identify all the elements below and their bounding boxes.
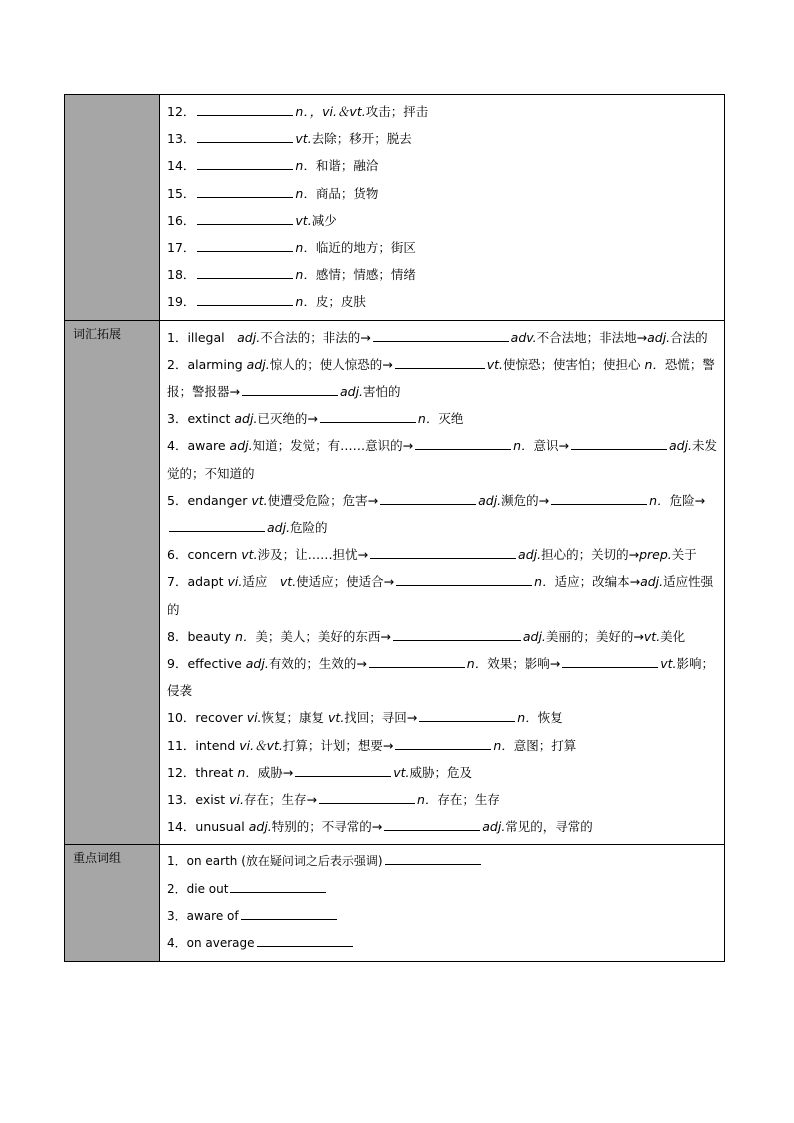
answer-blank[interactable] [197,101,293,116]
vocab-table [64,94,725,962]
answer-blank[interactable] [295,762,391,777]
list-item: 18． n．感情；情感；情绪 [167,261,718,288]
list-item: 12． n．，vi.＆vt.攻击；抨击 [167,98,718,125]
list-item: 15． n．商品；货物 [167,180,718,207]
answer-blank[interactable] [369,653,465,668]
section-expansion-row [65,320,725,845]
list-item: 3．extinct adj.已灭绝的→ n．灭绝 [167,405,718,432]
list-item: 6．concern vt.涉及；让……担忧→ adj.担心的；关切的→prep.关于 [167,541,718,568]
answer-blank[interactable] [241,905,337,920]
list-item: 5．endanger vt.使遭受危险；危害→ adj.濒危的→ n．危险→adj.危险的 [167,487,718,541]
answer-blank[interactable] [197,291,293,306]
list-item: 13．exist vi.存在；生存→ n．存在；生存 [167,786,718,813]
answer-blank[interactable] [395,735,491,750]
list-item: 16． vt.减少 [167,207,718,234]
section-expansion-body [160,320,725,845]
answer-blank[interactable] [396,571,532,586]
answer-blank[interactable] [384,816,480,831]
list-item: 17． n．临近的地方；街区 [167,234,718,261]
section-words-header [65,95,160,321]
vocab-sheet [64,94,725,962]
list-item: 2．alarming adj.惊人的；使人惊恐的→ vt.使惊恐；使害怕；使担心 n．恐慌；警报；警报器→ adj.害怕的 [167,351,718,405]
answer-blank[interactable] [320,408,416,423]
answer-blank[interactable] [415,435,511,450]
answer-blank[interactable] [319,789,415,804]
list-item: 12．threat n．威胁→ vt.威胁；危及 [167,759,718,786]
list-item: 11．intend vi.＆vt.打算；计划；想要→ n．意图；打算 [167,732,718,759]
answer-blank[interactable] [230,878,326,893]
answer-blank[interactable] [197,183,293,198]
answer-blank[interactable] [419,707,515,722]
answer-blank[interactable] [551,490,647,505]
list-item: 19． n．皮；皮肤 [167,288,718,315]
answer-blank[interactable] [257,932,353,947]
answer-blank[interactable] [197,237,293,252]
list-item: 1．illegal adj.不合法的；非法的→ adv.不合法地；非法地→adj.合法的 [167,324,718,351]
list-item: 3．aware of [167,903,718,930]
list-item: 1．on earth (放在疑问词之后表示强调) [167,848,718,875]
list-item: 7．adapt vi.适应 vt.使适应；使适合→ n．适应；改编本→adj.适应性强的 [167,568,718,622]
answer-blank[interactable] [242,381,338,396]
answer-blank[interactable] [562,653,658,668]
list-item: 8．beauty n．美；美人；美好的东西→ adj.美丽的；美好的→vt.美化 [167,623,718,650]
list-item: 14．unusual adj.特别的；不寻常的→ adj.常见的，寻常的 [167,813,718,840]
answer-blank[interactable] [385,850,481,865]
answer-blank[interactable] [571,435,667,450]
list-item: 2．die out [167,876,718,903]
section-expansion-header: 词汇拓展 [65,320,160,845]
answer-blank[interactable] [380,490,476,505]
section-words-body [160,95,725,321]
section-phrases-row [65,845,725,962]
section-words-row [65,95,725,321]
answer-blank[interactable] [197,155,293,170]
list-item: 9．effective adj.有效的；生效的→ n．效果；影响→ vt.影响；侵袭 [167,650,718,704]
section-phrases-body [160,845,725,962]
list-item: 10．recover vi.恢复；康复 vt.找回；寻回→ n．恢复 [167,704,718,731]
section-phrases-header: 重点词组 [65,845,160,962]
answer-blank[interactable] [393,626,521,641]
answer-blank[interactable] [395,354,485,369]
answer-blank[interactable] [370,544,516,559]
answer-blank[interactable] [197,264,293,279]
list-item: 4．on average [167,930,718,957]
answer-blank[interactable] [197,128,293,143]
answer-blank[interactable] [169,517,265,532]
list-item: 4．aware adj.知道；发觉；有……意识的→ n．意识→ adj.未发觉的；不知道的 [167,432,718,486]
answer-blank[interactable] [373,327,509,342]
list-item: 13． vt.去除；移开；脱去 [167,125,718,152]
list-item: 14． n．和谐；融洽 [167,152,718,179]
answer-blank[interactable] [197,210,293,225]
